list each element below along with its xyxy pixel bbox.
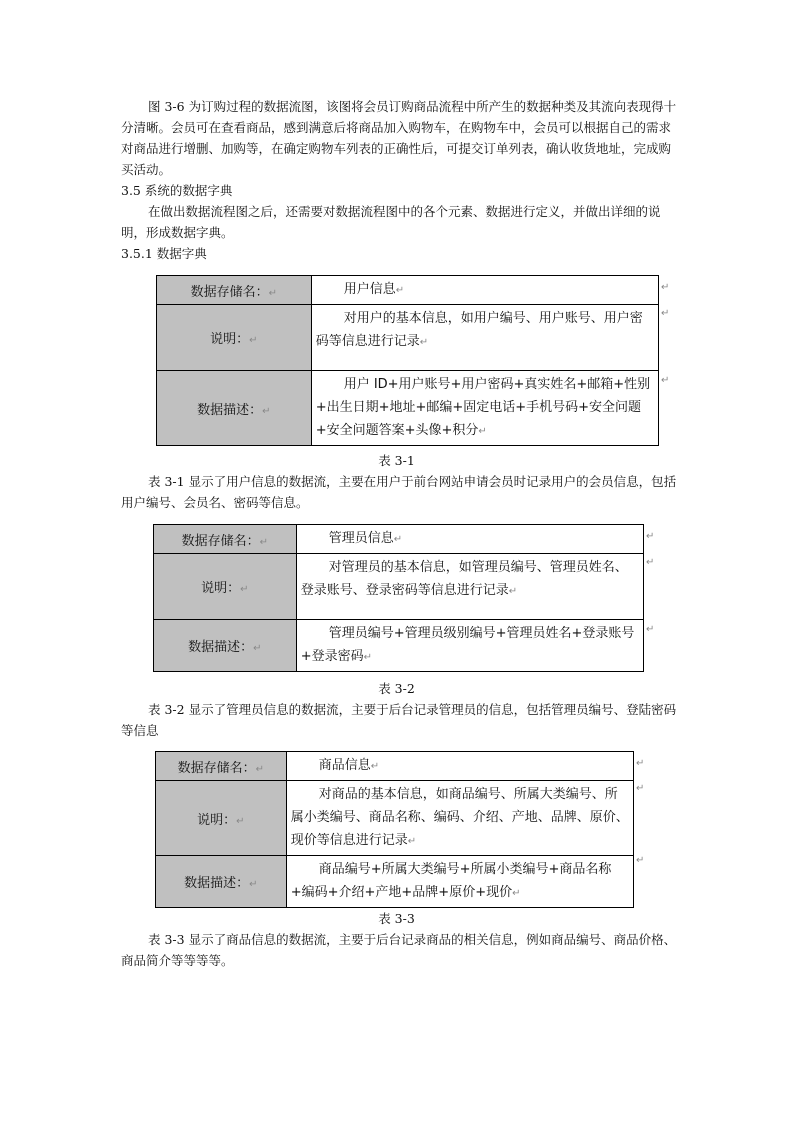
description-value: 对用户的基本信息，如用户编号、用户账号、用户密码等信息进行记录↵	[311, 305, 658, 371]
row-end-mark: ↵	[646, 531, 655, 542]
data-description-value: 用户 ID+用户账号+用户密码+真实姓名+邮箱+性别+出生日期+地址+邮编+固定电话+手机号码+安全问题+安全问题答案+头像+积分↵	[311, 371, 658, 446]
data-description-label: 数据描述：↵	[157, 371, 312, 446]
intro-paragraph: 图 3-6 为订购过程的数据流图，该图将会员订购商品流程中所产生的数据种类及其流向表现得十分清晰。会员可在查看商品，感到满意后将商品加入购物车，在购物车中，会员可以根据自己的需求对商品进行增删、加购等，在确定购物车列表的正确性后，可提交订单列表，确认收货地址，完成购买活动。	[121, 99, 677, 177]
description-value: 对管理员的基本信息，如管理员编号、管理员姓名、登录账号、登录密码等信息进行记录↵	[296, 554, 643, 620]
table-3-2-explanation: 表 3-2 显示了管理员信息的数据流，主要于后台记录管理员的信息，包括管理员编号、登陆密码等信息	[121, 702, 677, 738]
section-3-5-paragraph: 在做出数据流程图之后，还需要对数据流程图中的各个元素、数据进行定义，并做出详细的说明，形成数据字典。	[121, 204, 661, 240]
row-end-mark: ↵	[636, 758, 645, 769]
row-end-mark: ↵	[636, 783, 645, 794]
data-dictionary-table-admin	[153, 524, 644, 672]
table-3-1-explanation: 表 3-1 显示了用户信息的数据流，主要在用户于前台网站申请会员时记录用户的会员信息，包括用户编号、会员名、密码等信息。	[121, 474, 677, 510]
store-name-value: 商品信息↵	[286, 752, 633, 781]
data-description-label: 数据描述：↵	[154, 620, 297, 672]
description-label: 说明：↵	[154, 554, 297, 620]
table-3-3-explanation: 表 3-3 显示了商品信息的数据流，主要于后台记录商品的相关信息，例如商品编号、商品价格、商品简介等等等等。	[121, 932, 677, 968]
section-heading-3-5: 3.5 系统的数据字典	[121, 183, 233, 198]
data-dictionary-table-product	[155, 751, 634, 908]
data-dictionary-table-user	[156, 275, 659, 446]
row-end-mark: ↵	[661, 282, 670, 293]
row-end-mark: ↵	[661, 375, 670, 386]
data-description-value: 商品编号+所属大类编号+所属小类编号+商品名称+编码+介绍+产地+品牌+原价+现价↵	[286, 856, 633, 908]
store-name-label: 数据存储名：↵	[156, 752, 287, 781]
table-caption: 表 3-3	[378, 911, 415, 926]
row-end-mark: ↵	[636, 855, 645, 866]
data-description-label: 数据描述：↵	[156, 856, 287, 908]
store-name-label: 数据存储名：↵	[157, 276, 312, 305]
table-caption: 表 3-1	[378, 453, 415, 468]
row-end-mark: ↵	[646, 624, 655, 635]
row-end-mark: ↵	[661, 308, 670, 319]
description-value: 对商品的基本信息，如商品编号、所属大类编号、所属小类编号、商品名称、编码、介绍、产地、品牌、原价、现价等信息进行记录↵	[286, 781, 633, 856]
description-label: 说明：↵	[157, 305, 312, 371]
section-heading-3-5-1: 3.5.1 数据字典	[121, 246, 207, 261]
table-caption: 表 3-2	[378, 681, 415, 696]
store-name-value: 管理员信息↵	[296, 525, 643, 554]
row-end-mark: ↵	[646, 557, 655, 568]
data-description-value: 管理员编号+管理员级别编号+管理员姓名+登录账号+登录密码↵	[296, 620, 643, 672]
store-name-label: 数据存储名：↵	[154, 525, 297, 554]
description-label: 说明：↵	[156, 781, 287, 856]
store-name-value: 用户信息↵	[311, 276, 658, 305]
